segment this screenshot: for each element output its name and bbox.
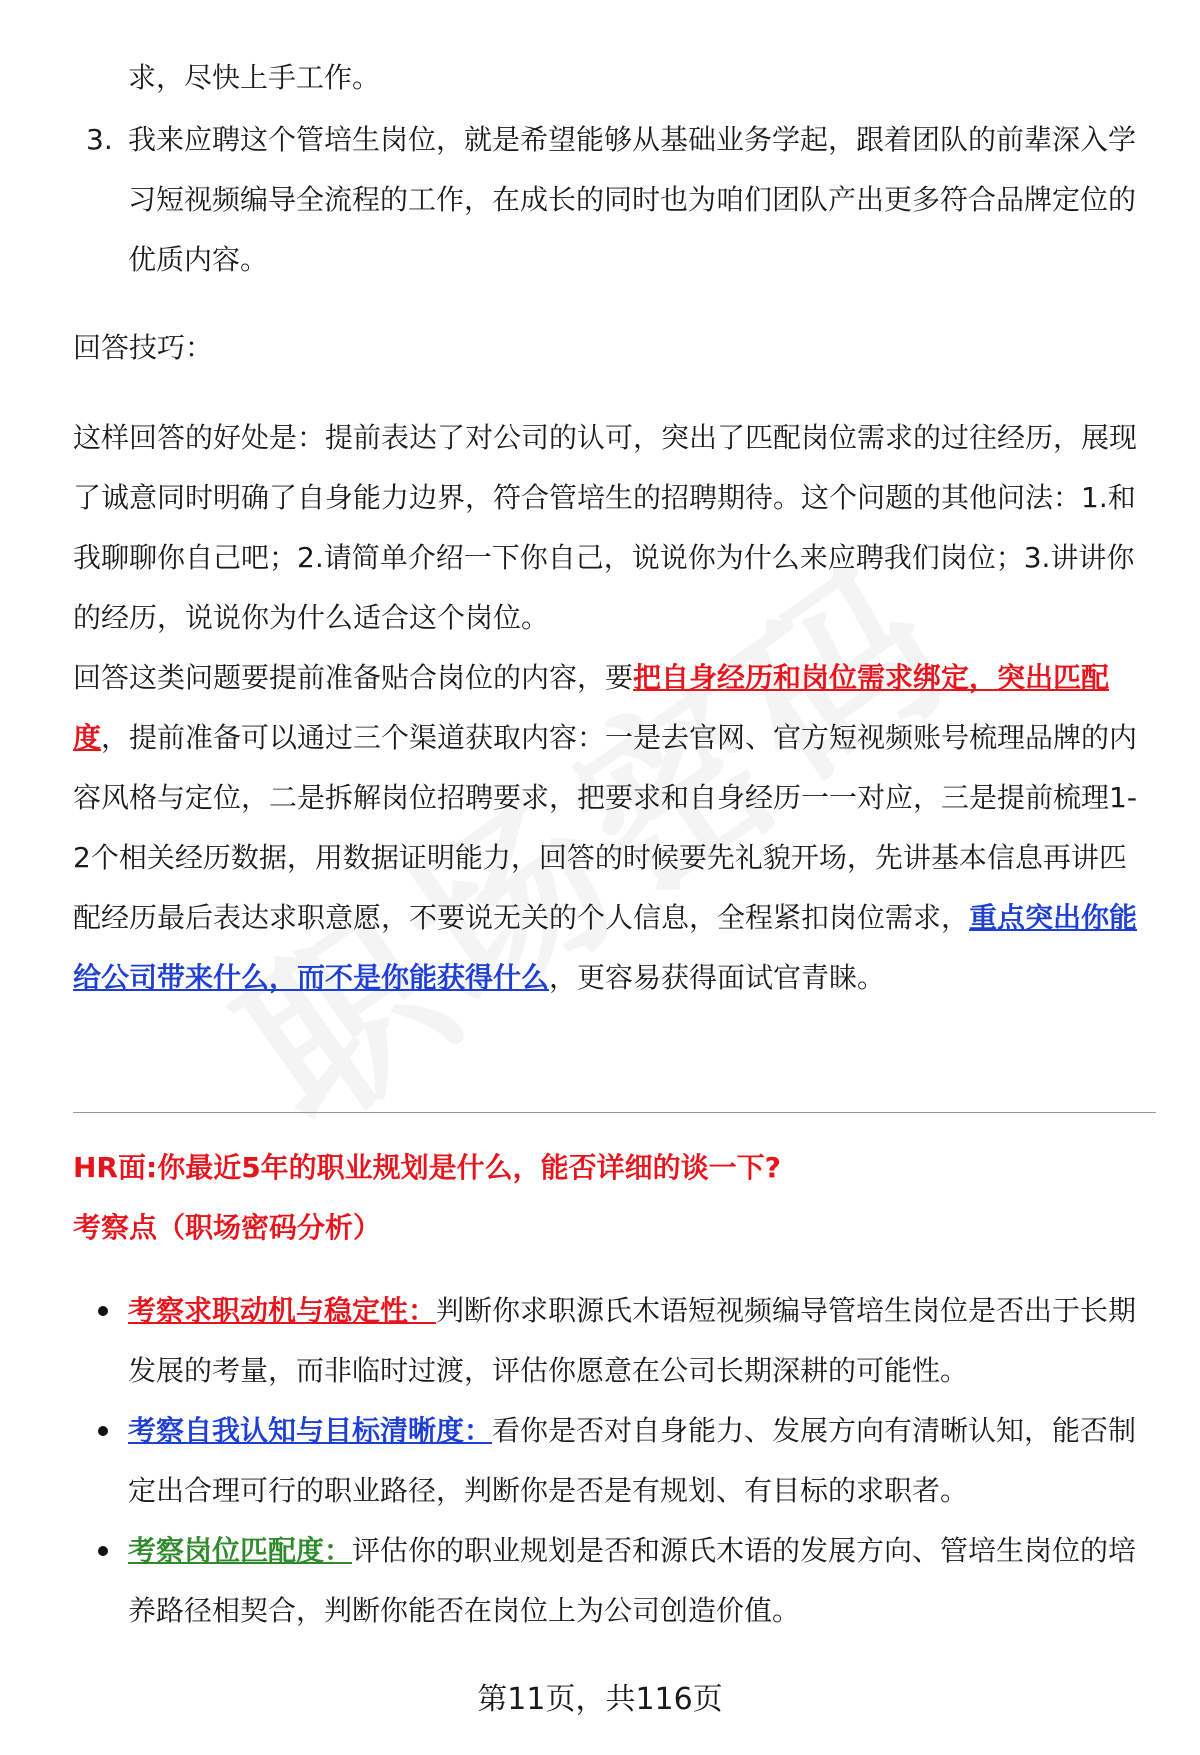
tips-paragraph-2-text-c: ，更容易获得面试官青睐。 — [549, 961, 886, 994]
tips-paragraph-1: 这样回答的好处是：提前表达了对公司的认可，突出了匹配岗位需求的过往经历，展现了诚意同时明确了自身能力边界，符合管培生的招聘期待。这个问题的其他问法：1.和我聊聊你自己吧；2.请简单介绍一下你自己，说说你为什么来应聘我们岗位；3.讲讲你的经历，说说你为什么适合这个岗位。 — [73, 421, 1138, 634]
bullet-item-1 — [128, 1281, 1153, 1401]
bullet-text-3: 评估你的职业规划是否和源氏木语的发展方向、管培生岗位的培养路径相契合，判断你能否在岗位上为公司创造价值。 — [128, 1534, 1137, 1627]
section-divider — [73, 1112, 1156, 1113]
bullet-text-2: 看你是否对自身能力、发展方向有清晰认知，能否制定出合理可行的职业路径，判断你是否是有规划、有目标的求职者。 — [128, 1414, 1137, 1507]
bullet-dot — [98, 1546, 108, 1556]
bullet-label-2: 考察自我认知与目标清晰度： — [128, 1414, 493, 1447]
bullet-item-2 — [128, 1401, 1153, 1521]
tips-heading: 回答技巧： — [73, 331, 214, 364]
analysis-subheading: 考察点（职场密码分析） — [73, 1211, 382, 1244]
list-item-3: 我来应聘这个管培生岗位，就是希望能够从基础业务学起，跟着团队的前辈深入学习短视频编导全流程的工作，在成长的同时也为咱们团队产出更多符合品牌定位的优质内容。 — [128, 123, 1137, 276]
bullet-dot — [98, 1426, 108, 1436]
bullet-label-3: 考察岗位匹配度： — [128, 1534, 353, 1567]
tips-paragraph-2 — [73, 648, 1153, 1008]
list-item-continuation: 求，尽快上手工作。 — [128, 61, 381, 94]
highlight-red: 把自身经历和岗位需求绑定，突出匹配度 — [73, 661, 1110, 754]
bullet-label-1: 考察求职动机与稳定性： — [128, 1294, 437, 1327]
page-number-footer: 第11页，共116页 — [477, 1682, 723, 1717]
question-title: HR面:你最近5年的职业规划是什么，能否详细的谈一下? — [73, 1151, 781, 1184]
bullet-text-1: 判断你求职源氏木语短视频编导管培生岗位是否出于长期发展的考量，而非临时过渡，评估你愿意在公司长期深耕的可能性。 — [128, 1294, 1137, 1387]
list-item-number: 3. — [86, 123, 113, 156]
highlight-blue: 重点突出你能给公司带来什么，而不是你能获得什么 — [73, 901, 1138, 994]
tips-paragraph-2-text-b: ，提前准备可以通过三个渠道获取内容：一是去官网、官方短视频账号梳理品牌的内容风格与定位，二是拆解岗位招聘要求，把要求和自身经历一一对应，三是提前梳理1-2个相关经历数据，用数据证明能力，回答的时候要先礼貌开场，先讲基本信息再讲匹配经历最后表达求职意愿，不要说无关的个人信息，全程紧扣岗位需求， — [73, 721, 1138, 934]
bullet-item-3 — [128, 1521, 1153, 1641]
bullet-dot — [98, 1306, 108, 1316]
tips-paragraph-2-text-a: 回答这类问题要提前准备贴合岗位的内容，要 — [73, 661, 634, 694]
